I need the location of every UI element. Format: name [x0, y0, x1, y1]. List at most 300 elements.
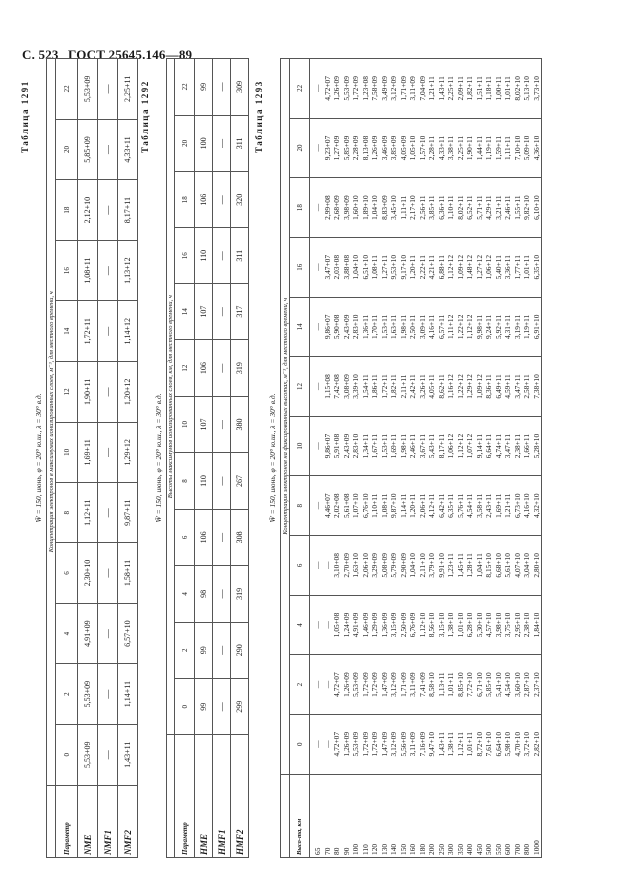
table-cell: —: [213, 340, 231, 396]
table-cell: —: [313, 561, 322, 570]
table-1292-subcaption: Высоты максимумов ионизированных слоев, км, для местного времени, ч: [167, 59, 175, 735]
row-name: HMF1: [213, 735, 231, 858]
table-1293-label: Таблица 1293: [254, 80, 264, 153]
table-cell: 99: [195, 622, 213, 678]
hour-header: 20: [290, 118, 310, 178]
table-cell: 1,36+09: [379, 612, 389, 638]
table-cell: 100: [195, 115, 213, 171]
table-cell: 1,14+12: [118, 301, 138, 362]
table-cell: 106: [195, 172, 213, 228]
table-cell: 3,36+11: [503, 255, 512, 280]
table-cell: 9,98+11: [474, 314, 484, 339]
table-cell: 1,21+11: [427, 76, 436, 101]
table-cell: 5,40+11: [493, 255, 503, 280]
row-name: HMF2: [231, 735, 249, 858]
hour-header: 22: [175, 59, 195, 116]
values-column: [310, 536, 542, 596]
table-cell: 3,11+09: [408, 672, 417, 697]
table-cell: 1,08+11: [78, 240, 98, 301]
table-cell: 8,72+10: [474, 731, 484, 757]
table-cell: 5,85+09: [78, 119, 98, 180]
hour-header: 8: [175, 453, 195, 509]
table-cell: 5,61+10: [503, 553, 512, 578]
table-cell: 5,91+08: [332, 433, 341, 459]
table-cell: 2,11+10: [417, 553, 427, 578]
hour-header: 10: [175, 396, 195, 452]
table-cell: 1,84+10: [531, 612, 541, 638]
table-cell: 1,69+11: [389, 433, 398, 459]
hour-header: 2: [290, 655, 310, 715]
table-cell: 4,05+09: [398, 135, 408, 161]
table-cell: 3,75+10: [503, 612, 512, 638]
table-cell: 1,29+12: [465, 374, 474, 399]
table-cell: 6,51+10: [360, 254, 370, 280]
table-cell: 1,24+09: [341, 612, 351, 638]
hour-header: 8: [290, 476, 310, 536]
table-cell: 1,08+11: [379, 493, 389, 518]
table-cell: 6,71+10: [474, 672, 484, 697]
table-cell: —: [313, 442, 322, 450]
table-cell: —: [313, 382, 322, 391]
table-cell: —: [98, 301, 118, 362]
table-cell: 2,37+10: [531, 672, 541, 697]
table-cell: 2,03+08: [332, 254, 341, 280]
hour-header: 14: [175, 283, 195, 339]
table-cell: 1,69+11: [78, 422, 98, 483]
table-cell: 2,28+09: [351, 135, 360, 161]
table-cell: 3,98+10: [493, 612, 503, 638]
hour-header: 0: [290, 714, 310, 774]
height-header: Высо-та, км: [290, 774, 310, 857]
table-cell: —: [98, 483, 118, 543]
table-cell: 4,32+10: [531, 493, 541, 518]
hour-header: 20: [175, 115, 195, 171]
table-cell: 4,74+11: [493, 433, 503, 459]
table-cell: 1,08+11: [370, 255, 379, 280]
hour-header: 0: [175, 678, 195, 734]
table-cell: 311: [231, 115, 249, 171]
height-value: 250: [436, 843, 446, 855]
table-1291-label: Таблица 1291: [20, 80, 30, 153]
table-cell: 1,82+11: [389, 374, 398, 399]
table-cell: 5,76+11: [455, 493, 465, 518]
table-1291-caption: W̄ = 150, июнь, φ = 20° ю.ш., λ = 30° в.д.: [34, 393, 43, 523]
table-cell: 1,01+11: [503, 76, 512, 101]
table-cell: 319: [231, 566, 249, 622]
table-cell: 1,47+09: [379, 731, 389, 757]
table-cell: 8,13+08: [360, 135, 370, 161]
table-cell: 2,38+11: [512, 433, 522, 459]
table-cell: —: [313, 263, 322, 271]
table-cell: 3,15+09: [389, 612, 398, 638]
table-cell: 2,06+11: [417, 493, 427, 518]
table-cell: 5,53+09: [78, 59, 98, 120]
table-cell: 1,90+11: [78, 362, 98, 423]
table-cell: 267: [231, 453, 249, 509]
table-cell: 1,09+12: [455, 254, 465, 280]
table-cell: 2,50+09: [398, 612, 408, 638]
table-cell: 1,38+11: [446, 732, 455, 757]
table-cell: 2,90+09: [398, 553, 408, 578]
table-cell: 1,20+11: [408, 255, 417, 280]
values-column: [310, 178, 542, 238]
table-cell: —: [98, 119, 118, 180]
table-cell: 3,19+11: [512, 314, 522, 339]
table-cell: 5,53+09: [351, 731, 360, 757]
rotated-page-content: [22, 58, 612, 858]
table-cell: 3,39+10: [351, 374, 360, 399]
table-cell: 1,47+09: [379, 672, 389, 697]
hour-header: 16: [175, 228, 195, 283]
table-cell: —: [213, 509, 231, 565]
table-cell: 8,58+10: [427, 672, 436, 697]
table-cell: 2,70+09: [341, 553, 351, 578]
table-cell: 308: [231, 509, 249, 565]
table-cell: 1,20+12: [118, 362, 138, 423]
table-cell: 8,62+11: [436, 374, 446, 399]
table-cell: 1,29+12: [118, 422, 138, 483]
table-cell: 1,11+11: [398, 195, 408, 220]
table-cell: 2,95+10: [512, 612, 522, 638]
table-cell: 3,73+10: [531, 76, 541, 101]
table-cell: 8,36+11: [484, 374, 493, 399]
table-cell: 1,11+11: [503, 136, 512, 160]
height-value: 400: [465, 843, 474, 855]
table-cell: 1,58+11: [118, 543, 138, 604]
table-cell: 5,92+11: [493, 314, 503, 339]
table-cell: 3,12+09: [389, 731, 398, 757]
height-value: 550: [493, 843, 503, 855]
table-cell: 1,19+11: [484, 135, 493, 161]
table-cell: 5,41+10: [493, 672, 503, 697]
values-column: [310, 59, 542, 119]
table-cell: 1,72+09: [360, 672, 370, 697]
values-column: [310, 655, 542, 715]
table-cell: 2,46+11: [408, 433, 417, 459]
table-cell: 1,57+10: [417, 135, 427, 161]
table-cell: 4,72+07: [322, 76, 332, 101]
table-cell: 7,58+09: [370, 76, 379, 101]
height-value: 140: [389, 843, 398, 855]
table-cell: 8,17+11: [436, 433, 446, 459]
height-value: 120: [370, 843, 379, 855]
table-cell: 3,49+09: [379, 76, 389, 101]
param-header: Параметр: [56, 785, 78, 857]
table-cell: 1,26+09: [341, 731, 351, 757]
table-cell: 4,54+10: [503, 672, 512, 697]
table-cell: 2,43+09: [341, 433, 351, 459]
height-value: 700: [512, 843, 522, 855]
table-cell: 319: [231, 340, 249, 396]
table-cell: —: [98, 543, 118, 604]
table-cell: 106: [195, 509, 213, 565]
height-value: 160: [408, 843, 417, 855]
table-cell: 8,83+09: [379, 195, 389, 220]
table-cell: 9,82+10: [522, 195, 531, 220]
table-cell: 3,85+09: [389, 135, 398, 161]
hour-header: 0: [56, 724, 78, 785]
hour-header: 18: [175, 172, 195, 228]
table-cell: 1,00+11: [493, 76, 503, 101]
table-cell: 7,38+10: [531, 374, 541, 399]
table-1293: [280, 58, 542, 858]
table-cell: 5,61+08: [341, 493, 351, 518]
height-value: 1000: [531, 840, 541, 855]
table-cell: 2,42+11: [408, 374, 417, 399]
table-cell: 99: [195, 678, 213, 734]
table-cell: 6,57+11: [436, 314, 446, 339]
table-cell: 3,09+11: [417, 314, 427, 339]
table-cell: 1,72+11: [379, 374, 389, 399]
table-cell: 5,28+10: [531, 433, 541, 459]
table-cell: 1,89+10: [360, 195, 370, 220]
table-cell: 3,72+10: [522, 731, 531, 757]
table-cell: 4,05+11: [427, 374, 436, 399]
table-cell: —: [213, 396, 231, 452]
table-cell: 1,28+11: [465, 553, 474, 578]
table-cell: 1,59+11: [493, 135, 503, 161]
table-cell: 5,53+09: [78, 664, 98, 725]
table-cell: 1,72+09: [360, 731, 370, 757]
height-value: 150: [398, 843, 408, 855]
table-cell: —: [213, 622, 231, 678]
table-cell: 1,90+11: [465, 135, 474, 161]
table-cell: 3,98+09: [341, 195, 351, 220]
hour-header: 12: [290, 357, 310, 417]
table-cell: 3,04+10: [522, 553, 531, 578]
table-cell: 2,06+10: [360, 553, 370, 578]
table-cell: —: [322, 621, 332, 629]
table-cell: 4,46+07: [322, 493, 332, 518]
table-cell: 8,17+11: [118, 180, 138, 241]
table-cell: 5,85+10: [484, 672, 493, 697]
table-cell: 1,22+12: [455, 314, 465, 340]
hour-header: 2: [175, 622, 195, 678]
hour-header: 8: [56, 483, 78, 543]
table-cell: 2,28+11: [427, 135, 436, 161]
table-cell: 1,51+11: [474, 76, 484, 101]
table-cell: —: [322, 561, 332, 570]
table-cell: 6,88+11: [436, 255, 446, 280]
table-cell: 7,61+10: [484, 731, 493, 757]
hour-header: 16: [56, 240, 78, 301]
table-cell: 8,02+11: [455, 195, 465, 220]
table-cell: 6,68+10: [493, 553, 503, 578]
table-cell: 1,44+11: [474, 135, 484, 161]
table-cell: 1,66+11: [522, 433, 531, 459]
table-cell: 5,53+09: [78, 724, 98, 785]
table-cell: 1,06+12: [484, 254, 493, 280]
table-cell: 1,27+09: [332, 135, 341, 161]
table-cell: 99: [195, 59, 213, 116]
table-1292: [166, 58, 249, 858]
table-cell: 6,36+11: [436, 195, 446, 220]
table-cell: 1,01+11: [522, 255, 531, 280]
table-cell: 3,10+08: [332, 553, 341, 578]
table-cell: 6,73+10: [512, 493, 522, 518]
hour-header: 14: [290, 297, 310, 357]
hour-header: 12: [56, 362, 78, 423]
table-cell: 1,04+10: [351, 254, 360, 280]
table-cell: 1,21+11: [503, 493, 512, 518]
table-cell: 1,23+08: [360, 76, 370, 101]
table-cell: 1,04+10: [408, 553, 417, 578]
table-cell: 2,83+10: [351, 314, 360, 340]
table-cell: 2,30+10: [78, 543, 98, 604]
table-cell: —: [98, 724, 118, 785]
table-cell: 6,64+11: [484, 433, 493, 459]
height-value: 130: [379, 843, 389, 855]
table-cell: 2,82+10: [531, 731, 541, 757]
table-cell: 1,54+11: [360, 374, 370, 399]
table-cell: 2,17+10: [408, 195, 417, 220]
table-cell: 1,72+11: [78, 301, 98, 362]
table-cell: 1,71+09: [398, 76, 408, 101]
hour-header: 4: [56, 603, 78, 664]
row-name: NMF1: [98, 785, 118, 857]
table-cell: 3,67+11: [417, 433, 427, 459]
table-cell: 9,24+11: [484, 314, 493, 339]
hour-header: 4: [290, 595, 310, 655]
table-cell: 3,12+09: [389, 672, 398, 697]
table-cell: 9,17+10: [398, 254, 408, 280]
table-cell: 3,08+09: [341, 374, 351, 399]
table-cell: 2,02+08: [332, 493, 341, 518]
height-value: 200: [427, 843, 436, 855]
table-cell: 5,53+09: [351, 672, 360, 697]
table-cell: 3,85+11: [427, 195, 436, 220]
table-cell: 3,88+08: [341, 254, 351, 280]
table-cell: —: [98, 664, 118, 725]
table-cell: 6,91+10: [531, 314, 541, 340]
table-cell: 3,38+11: [446, 135, 455, 161]
table-cell: 3,79+10: [427, 553, 436, 578]
table-1291: [46, 58, 138, 858]
table-cell: 1,36+11: [360, 314, 370, 339]
table-cell: 1,01+11: [465, 732, 474, 757]
table-cell: 5,56+09: [398, 731, 408, 757]
table-cell: 6,52+11: [465, 195, 474, 220]
hour-header: 6: [290, 536, 310, 596]
table-cell: —: [313, 203, 322, 212]
table-cell: 1,55+11: [512, 195, 522, 220]
table-1291-subcaption: Концентрация электронов в максимумах ионизированных слоев, м⁻³, для местного времени, ч: [47, 59, 56, 786]
table-cell: 1,23+11: [446, 553, 455, 578]
table-cell: 5,53+09: [341, 76, 351, 101]
table-cell: 6,35+11: [446, 493, 455, 518]
table-cell: 1,12+12: [465, 314, 474, 340]
table-cell: 317: [231, 283, 249, 339]
table-cell: 4,59+11: [503, 374, 512, 399]
table-cell: 1,14+11: [398, 493, 408, 518]
table-cell: 1,69+11: [493, 493, 503, 518]
table-cell: 1,72+09: [351, 76, 360, 101]
table-cell: 290: [231, 622, 249, 678]
table-cell: 1,27+11: [379, 255, 389, 280]
table-cell: 3,47+11: [512, 374, 522, 399]
table-cell: 1,71+09: [398, 672, 408, 697]
table-cell: 3,11+09: [408, 76, 417, 101]
table-cell: 9,23+07: [322, 135, 332, 161]
table-cell: 1,46+09: [360, 612, 370, 638]
table-1292-caption: W̄ = 150, июнь, φ = 20° ю.ш., λ = 30° в.д.: [154, 393, 163, 523]
table-cell: —: [313, 323, 322, 331]
height-value: 350: [455, 843, 465, 855]
table-cell: 4,91+09: [351, 612, 360, 638]
table-cell: 1,98+11: [398, 314, 408, 339]
table-1293-subcaption: Концентрация электронов на фиксированных высотах, м⁻³, для местного времени, ч: [281, 59, 290, 775]
height-value: 90: [341, 847, 351, 855]
table-cell: 4,12+11: [427, 493, 436, 518]
table-cell: 9,14+11: [474, 433, 484, 459]
table-cell: 2,50+11: [408, 314, 417, 339]
table-cell: 1,38+10: [446, 612, 455, 638]
table-cell: 8,15+10: [484, 553, 493, 578]
table-cell: 2,46+11: [503, 195, 512, 220]
table-cell: 9,87+11: [118, 483, 138, 543]
height-value: 500: [484, 843, 493, 855]
table-cell: 320: [231, 172, 249, 228]
table-cell: 1,10+11: [446, 195, 455, 220]
table-cell: 1,43+11: [436, 76, 446, 101]
table-cell: 1,18+11: [484, 76, 493, 101]
hour-header: 14: [56, 301, 78, 362]
hour-header: 6: [175, 509, 195, 565]
table-cell: 5,85+09: [341, 135, 351, 161]
table-cell: 1,63+10: [351, 553, 360, 578]
table-cell: 3,47+07: [322, 254, 332, 280]
table-cell: 4,16+11: [427, 314, 436, 339]
table-cell: 5,09+10: [522, 135, 531, 161]
height-value: 600: [503, 843, 512, 855]
table-1293-caption: W̄ = 150, июнь, φ = 20° ю.ш., λ = 30° в.д.: [268, 393, 277, 523]
table-cell: 106: [195, 340, 213, 396]
table-cell: 3,58+11: [474, 493, 484, 518]
table-cell: 2,87+10: [522, 672, 531, 697]
table-cell: 5,30+10: [474, 612, 484, 638]
table-cell: 8,56+10: [427, 612, 436, 638]
values-column: [310, 237, 542, 297]
table-cell: 6,64+10: [493, 731, 503, 757]
table-cell: 309: [231, 59, 249, 116]
values-column: [310, 595, 542, 655]
table-cell: 2,09+11: [455, 76, 465, 101]
table-cell: 7,72+10: [465, 672, 474, 697]
height-value: 800: [522, 843, 531, 855]
table-cell: 1,11+12: [446, 314, 455, 339]
table-cell: —: [213, 283, 231, 339]
table-cell: 7,10+10: [512, 135, 522, 161]
table-cell: 1,63+11: [389, 314, 398, 339]
table-cell: 4,16+10: [522, 493, 531, 518]
table-cell: 1,16+12: [446, 374, 455, 399]
table-cell: 2,11+11: [398, 374, 408, 399]
table-cell: 2,22+11: [417, 255, 427, 280]
table-cell: 1,98+11: [398, 433, 408, 459]
table-cell: 1,07+10: [351, 493, 360, 518]
table-cell: 4,72+07: [332, 672, 341, 697]
table-cell: 6,76+10: [360, 493, 370, 518]
table-cell: 4,54+11: [465, 493, 474, 518]
values-column: [310, 476, 542, 536]
table-cell: 380: [231, 396, 249, 452]
hour-header: 22: [56, 59, 78, 120]
table-cell: 3,15+10: [436, 612, 446, 638]
table-cell: 7,04+09: [417, 76, 427, 101]
table-cell: 5,43+11: [427, 433, 436, 459]
values-column: [310, 118, 542, 178]
table-cell: 2,43+11: [484, 493, 493, 518]
